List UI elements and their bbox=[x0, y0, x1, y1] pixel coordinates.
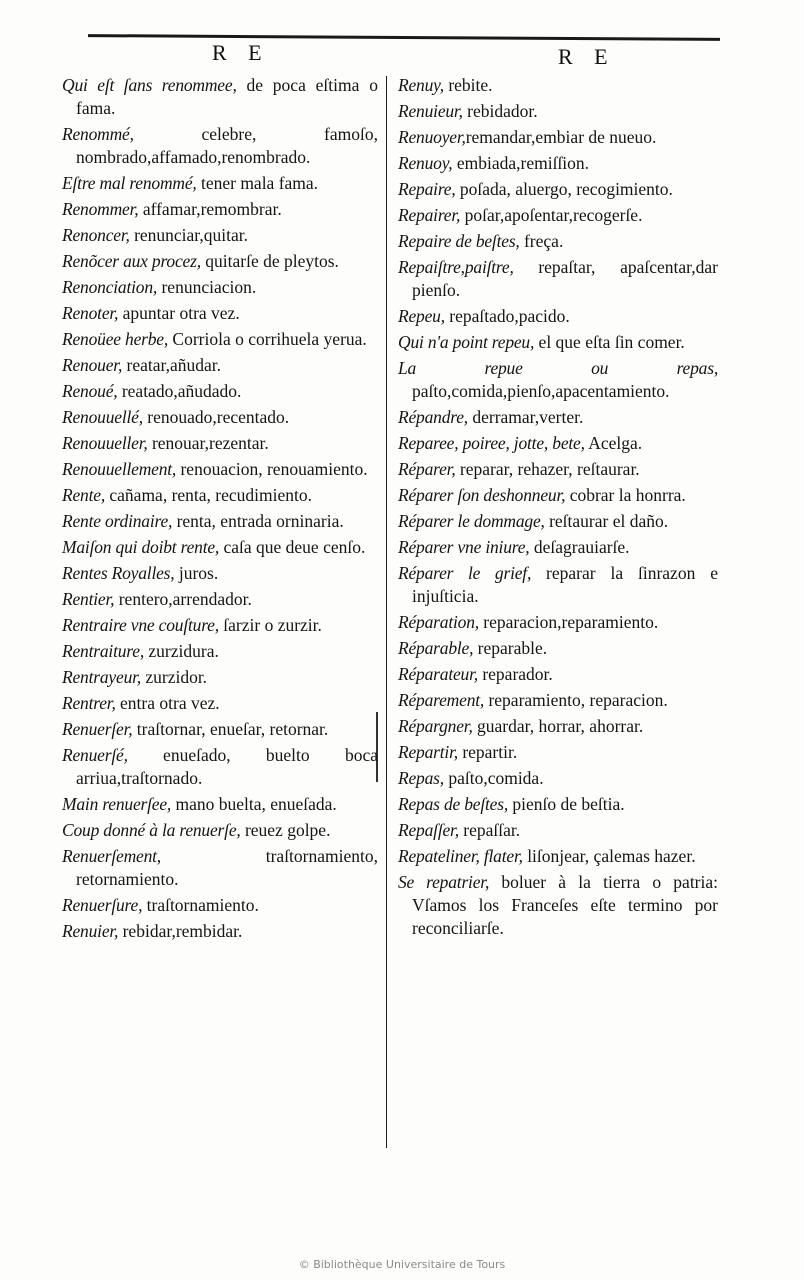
dictionary-entry bbox=[62, 380, 378, 403]
entry-headword: Réparer, bbox=[398, 459, 456, 479]
dictionary-entry bbox=[398, 331, 718, 354]
dictionary-entry bbox=[398, 458, 718, 481]
entry-definition: deſagrauiarſe. bbox=[529, 537, 630, 557]
dictionary-entry bbox=[398, 74, 718, 97]
entry-headword: Réparateur, bbox=[398, 664, 478, 684]
dictionary-entry bbox=[398, 100, 718, 123]
dictionary-entry bbox=[62, 692, 378, 715]
entry-headword: Coup donné à la renuerſe, bbox=[62, 820, 241, 840]
entry-definition: traſtornamiento. bbox=[142, 895, 259, 915]
dictionary-entry bbox=[62, 920, 378, 943]
column-divider bbox=[386, 76, 387, 1148]
dictionary-entry bbox=[62, 819, 378, 842]
dictionary-entry bbox=[62, 510, 378, 533]
entry-definition: paſto,comida. bbox=[443, 768, 544, 788]
dictionary-entry bbox=[62, 302, 378, 325]
entry-headword: Réparer le dommage, bbox=[398, 511, 545, 531]
entry-headword: Renommer, bbox=[62, 199, 139, 219]
entry-headword: Repaiſtre,paiſtre, bbox=[398, 257, 514, 277]
entry-definition: paſto,comida,pienſo,apacentamiento. bbox=[412, 381, 670, 401]
dictionary-entry bbox=[62, 432, 378, 455]
dictionary-entry bbox=[398, 562, 718, 608]
entry-definition: poſar,apoſentar,recogerſe. bbox=[460, 205, 643, 225]
entry-headword: Renouuellement, bbox=[62, 459, 177, 479]
entry-definition: Acelga. bbox=[584, 433, 643, 453]
right-column bbox=[398, 74, 718, 943]
dictionary-entry bbox=[62, 845, 378, 891]
dictionary-entry bbox=[398, 510, 718, 533]
dictionary-entry bbox=[62, 640, 378, 663]
entry-definition: traſtornamiento, retornamiento. bbox=[76, 846, 378, 889]
entry-headword: Répandre, bbox=[398, 407, 468, 427]
dictionary-entry bbox=[398, 611, 718, 634]
entry-headword: Maiſon qui doibt rente, bbox=[62, 537, 220, 557]
dictionary-entry bbox=[62, 198, 378, 221]
header-rule bbox=[88, 34, 720, 41]
entry-definition: de poca eſtima o fama. bbox=[76, 75, 378, 118]
dictionary-entry bbox=[398, 432, 718, 455]
entry-headword: Réparer vne iniure, bbox=[398, 537, 530, 557]
dictionary-entry bbox=[398, 126, 718, 149]
dictionary-entry bbox=[398, 689, 718, 712]
dictionary-entry bbox=[62, 406, 378, 429]
entry-definition: caſa que deue cenſo. bbox=[219, 537, 366, 557]
entry-definition: freça. bbox=[519, 231, 564, 251]
entry-headword: Réparation, bbox=[398, 612, 479, 632]
entry-headword: Rente, bbox=[62, 485, 106, 505]
dictionary-entry bbox=[62, 562, 378, 585]
entry-definition: reparamiento, reparacion. bbox=[484, 690, 668, 710]
entry-headword: Renoter, bbox=[62, 303, 119, 323]
dictionary-entry bbox=[398, 767, 718, 790]
dictionary-entry bbox=[62, 718, 378, 741]
dictionary-entry bbox=[398, 715, 718, 738]
entry-definition: ſarzir o zurzir. bbox=[218, 615, 322, 635]
dictionary-entry bbox=[398, 256, 718, 302]
dictionary-entry bbox=[62, 588, 378, 611]
dictionary-entry bbox=[62, 250, 378, 273]
dictionary-entry bbox=[398, 152, 718, 175]
entry-headword: Renoüee herbe, bbox=[62, 329, 169, 349]
dictionary-entry bbox=[62, 793, 378, 816]
dictionary-entry bbox=[398, 637, 718, 660]
entry-headword: Repateliner, flater, bbox=[398, 846, 523, 866]
entry-definition: renta, entrada orninaria. bbox=[172, 511, 344, 531]
dictionary-entry bbox=[398, 484, 718, 507]
entry-headword: Renuy, bbox=[398, 75, 444, 95]
entry-headword: Réparement, bbox=[398, 690, 485, 710]
entry-definition: celebre, famoſo, nombrado,affamado,renombrado. bbox=[76, 124, 378, 167]
entry-definition: reatado,añudado. bbox=[117, 381, 242, 401]
dictionary-entry bbox=[398, 357, 718, 403]
dictionary-entry bbox=[62, 744, 378, 790]
entry-definition: repaſtar, apaſcentar,dar pienſo. bbox=[412, 257, 718, 300]
dictionary-entry bbox=[62, 328, 378, 351]
entry-definition: poſada, aluergo, recogimiento. bbox=[455, 179, 673, 199]
dictionary-entry bbox=[398, 178, 718, 201]
dictionary-entry bbox=[398, 536, 718, 559]
entry-definition: renunciar,quitar. bbox=[129, 225, 249, 245]
entry-headword: Renuerſé, bbox=[62, 745, 128, 765]
entry-definition: mano buelta, enueſada. bbox=[171, 794, 337, 814]
left-column bbox=[62, 74, 378, 946]
entry-headword: Renuerſure, bbox=[62, 895, 143, 915]
dictionary-entry bbox=[62, 276, 378, 299]
dictionary-entry bbox=[62, 172, 378, 195]
entry-headword: Réparer ſon deshonneur, bbox=[398, 485, 566, 505]
entry-headword: Repas, bbox=[398, 768, 444, 788]
entry-definition: repartir. bbox=[457, 742, 518, 762]
dictionary-entry bbox=[398, 204, 718, 227]
entry-headword: Renuier, bbox=[62, 921, 119, 941]
dictionary-entry bbox=[62, 224, 378, 247]
entry-headword: Rentier, bbox=[62, 589, 115, 609]
entry-headword: Rentraiture, bbox=[62, 641, 145, 661]
entry-headword: Renouuellé, bbox=[62, 407, 143, 427]
entry-headword: Renuerſement, bbox=[62, 846, 161, 866]
dictionary-entry bbox=[62, 123, 378, 169]
dictionary-entry bbox=[398, 305, 718, 328]
entry-definition: entra otra vez. bbox=[115, 693, 220, 713]
dictionary-entry bbox=[398, 871, 718, 940]
entry-definition: zurzidura. bbox=[144, 641, 219, 661]
entry-definition: cañama, renta, recudimiento. bbox=[105, 485, 312, 505]
entry-definition: boluer à la tierra o patria: Vſamos los Franceſes eſte termino por reconciliarſe. bbox=[412, 872, 718, 938]
entry-headword: Repaire, bbox=[398, 179, 456, 199]
entry-headword: Rentes Royalles, bbox=[62, 563, 175, 583]
entry-headword: Eſtre mal renommé, bbox=[62, 173, 197, 193]
entry-definition: pienſo de beſtia. bbox=[508, 794, 625, 814]
entry-definition: renouado,recentado. bbox=[142, 407, 290, 427]
entry-definition: tener mala fama. bbox=[196, 173, 319, 193]
dictionary-entry bbox=[62, 894, 378, 917]
entry-definition: zurzidor. bbox=[140, 667, 208, 687]
dictionary-entry bbox=[398, 845, 718, 868]
entry-definition: reparable. bbox=[473, 638, 548, 658]
dictionary-entry bbox=[62, 536, 378, 559]
entry-definition: rebidar,rembidar. bbox=[118, 921, 243, 941]
dictionary-entry bbox=[62, 74, 378, 120]
entry-definition: reatar,añudar. bbox=[122, 355, 222, 375]
entry-headword: Renuoyer, bbox=[398, 127, 466, 147]
dictionary-entry bbox=[398, 406, 718, 429]
entry-headword: Rente ordinaire, bbox=[62, 511, 173, 531]
entry-headword: Renuieur, bbox=[398, 101, 463, 121]
entry-headword: Renuerſer, bbox=[62, 719, 133, 739]
dictionary-entry bbox=[62, 458, 378, 481]
entry-headword: Renouer, bbox=[62, 355, 123, 375]
entry-headword: Se repatrier, bbox=[398, 872, 490, 892]
entry-definition: repaſſar. bbox=[458, 820, 521, 840]
entry-headword: Renouueller, bbox=[62, 433, 148, 453]
entry-headword: Repairer, bbox=[398, 205, 461, 225]
entry-definition: rebidador. bbox=[462, 101, 538, 121]
running-head-left: R E bbox=[212, 40, 270, 65]
entry-definition: Corriola o corrihuela yerua. bbox=[168, 329, 367, 349]
entry-headword: Qui n'a point repeu, bbox=[398, 332, 535, 352]
entry-definition: remandar,embiar de nueuo. bbox=[465, 127, 657, 147]
entry-definition: repaſtado,pacido. bbox=[444, 306, 570, 326]
entry-headword: Main renuerſee, bbox=[62, 794, 172, 814]
dictionary-entry bbox=[62, 484, 378, 507]
entry-definition: affamar,remombrar. bbox=[138, 199, 282, 219]
entry-definition: renouar,rezentar. bbox=[147, 433, 269, 453]
entry-headword: Répargner, bbox=[398, 716, 473, 736]
dictionary-entry bbox=[398, 793, 718, 816]
entry-definition: cobrar la honrra. bbox=[565, 485, 686, 505]
entry-definition: renouacion, renouamiento. bbox=[176, 459, 368, 479]
entry-headword: Repaire de beſtes, bbox=[398, 231, 520, 251]
entry-headword: Renoué, bbox=[62, 381, 118, 401]
entry-headword: Renoncer, bbox=[62, 225, 130, 245]
dictionary-entry bbox=[398, 663, 718, 686]
entry-definition: quitarſe de pleytos. bbox=[200, 251, 339, 271]
entry-headword: Rentrer, bbox=[62, 693, 116, 713]
entry-definition: enueſado, buelto boca arriua,traſtornado. bbox=[76, 745, 378, 788]
entry-headword: Réparable, bbox=[398, 638, 474, 658]
entry-definition: juros. bbox=[174, 563, 219, 583]
entry-definition: reparador. bbox=[477, 664, 553, 684]
entry-headword: Reparee, poiree, jotte, bete, bbox=[398, 433, 585, 453]
entry-headword: Repas de beſtes, bbox=[398, 794, 509, 814]
running-head-right: R E bbox=[558, 44, 616, 69]
entry-headword: Réparer le grief, bbox=[398, 563, 532, 583]
entry-definition: reſtaurar el daño. bbox=[544, 511, 669, 531]
entry-definition: reparacion,reparamiento. bbox=[478, 612, 659, 632]
entry-definition: reparar, rehazer, reſtaurar. bbox=[455, 459, 640, 479]
entry-definition: el que eſta ſin comer. bbox=[534, 332, 685, 352]
entry-definition: apuntar otra vez. bbox=[118, 303, 240, 323]
dictionary-entry bbox=[62, 614, 378, 637]
entry-definition: renunciacion. bbox=[157, 277, 257, 297]
dictionary-entry bbox=[398, 230, 718, 253]
entry-headword: Repaſſer, bbox=[398, 820, 459, 840]
entry-headword: Renommé, bbox=[62, 124, 134, 144]
library-credit: © Bibliothèque Universitaire de Tours bbox=[298, 1258, 506, 1271]
entry-definition: rentero,arrendador. bbox=[114, 589, 252, 609]
entry-headword: Renuoy, bbox=[398, 153, 453, 173]
entry-definition: traſtornar, enueſar, retornar. bbox=[132, 719, 329, 739]
dictionary-entry bbox=[62, 666, 378, 689]
entry-definition: reuez golpe. bbox=[240, 820, 331, 840]
entry-headword: Qui eſt ſans renommee, bbox=[62, 75, 237, 95]
entry-headword: La repue ou repas, bbox=[398, 358, 718, 378]
entry-definition: embiada,remiſſion. bbox=[452, 153, 590, 173]
entry-definition: reparar la ſinrazon e injuſticia. bbox=[412, 563, 718, 606]
entry-definition: rebite. bbox=[443, 75, 493, 95]
dictionary-entry bbox=[398, 741, 718, 764]
entry-definition: liſonjear, çalemas hazer. bbox=[522, 846, 696, 866]
entry-headword: Renonciation, bbox=[62, 277, 158, 297]
entry-headword: Rentrayeur, bbox=[62, 667, 141, 687]
dictionary-entry bbox=[398, 819, 718, 842]
entry-definition: derramar,verter. bbox=[467, 407, 584, 427]
entry-headword: Repartir, bbox=[398, 742, 458, 762]
entry-headword: Renõcer aux procez, bbox=[62, 251, 201, 271]
entry-headword: Rentraire vne couſture, bbox=[62, 615, 219, 635]
entry-definition: guardar, horrar, ahorrar. bbox=[472, 716, 644, 736]
entry-headword: Repeu, bbox=[398, 306, 445, 326]
dictionary-entry bbox=[62, 354, 378, 377]
